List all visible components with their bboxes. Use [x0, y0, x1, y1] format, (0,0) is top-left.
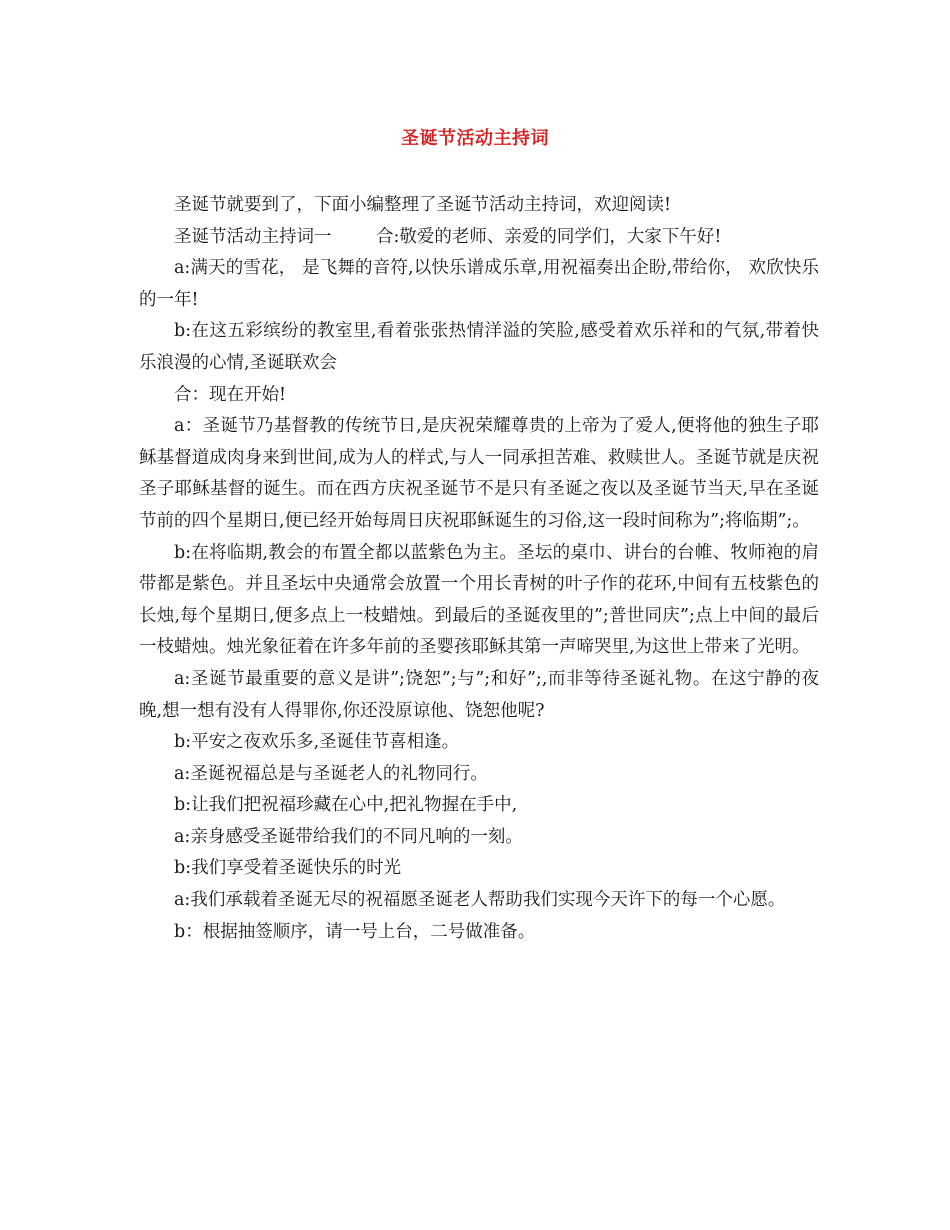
paragraph: 圣诞节活动主持词一 合:敬爱的老师、亲爱的同学们，大家下午好! — [174, 226, 722, 247]
paragraph: b:在将临期,教会的布置全都以蓝紫色为主。圣坛的桌巾、讲台的台帷、牧师袍的肩带都是紫色。并且圣坛中央通常会放置一个用长青树的叶子作的花环,中间有五枝紫色的长烛,每个星期日,便多点上一枝蜡烛。到最后的圣诞夜里的”;普世同庆”;点上中间的最后一枝蜡烛。烛光象征着在许多年前的圣婴孩耶稣其第一声啼哭里,为这世上带来了光明。 — [139, 542, 819, 658]
paragraph: b：根据抽签顺序，请一号上台，二号做准备。 — [174, 921, 536, 942]
paragraph: 圣诞节就要到了，下面小编整理了圣诞节活动主持词，欢迎阅读! — [174, 195, 672, 215]
paragraph: b:平安之夜欢乐多,圣诞佳节喜相逢。 — [174, 732, 460, 753]
paragraph: a：圣诞节乃基督教的传统节日,是庆祝荣耀尊贵的上帝为了爱人,便将他的独生子耶稣基督道成肉身来到世间,成为人的样式,与人一同承担苦难、救赎世人。圣诞节就是庆祝圣子耶稣基督的诞生。而在西方庆祝圣诞节不是只有圣诞之夜以及圣诞节当天,早在圣诞节前的四个星期日,便已经开始每周日庆祝耶稣诞生的习俗,这一段时间称为”;将临期”;。 — [139, 416, 819, 531]
paragraph: a:亲身感受圣诞带给我们的不同凡响的一刻。 — [174, 826, 523, 847]
paragraph: b:我们享受着圣诞快乐的时光 — [174, 858, 402, 879]
paragraph: a:满天的雪花， 是飞舞的音符,以快乐谱成乐章,用祝福奏出企盼,带给你， 欢欣快乐的一年! — [139, 258, 819, 310]
paragraph: b:让我们把祝福珍藏在心中,把礼物握在手中, — [174, 795, 518, 816]
paragraph: a:圣诞节最重要的意义是讲”;饶恕”;与”;和好”;,而非等待圣诞礼物。在这宁静的夜晚,想一想有没有人得罪你,你还没原谅他、饶恕他呢? — [139, 668, 819, 721]
document-title: 圣诞节活动主持词 — [401, 128, 549, 149]
document-body — [139, 190, 819, 948]
paragraph: a:圣诞祝福总是与圣诞老人的礼物同行。 — [174, 763, 488, 784]
paragraph: b:在这五彩缤纷的教室里,看着张张热情洋溢的笑脸,感受着欢乐祥和的气氛,带着快乐浪漫的心情,圣诞联欢会 — [139, 321, 819, 373]
paragraph: 合：现在开始! — [174, 384, 287, 405]
paragraph: a:我们承载着圣诞无尽的祝福愿圣诞老人帮助我们实现今天许下的每一个心愿。 — [174, 890, 786, 911]
